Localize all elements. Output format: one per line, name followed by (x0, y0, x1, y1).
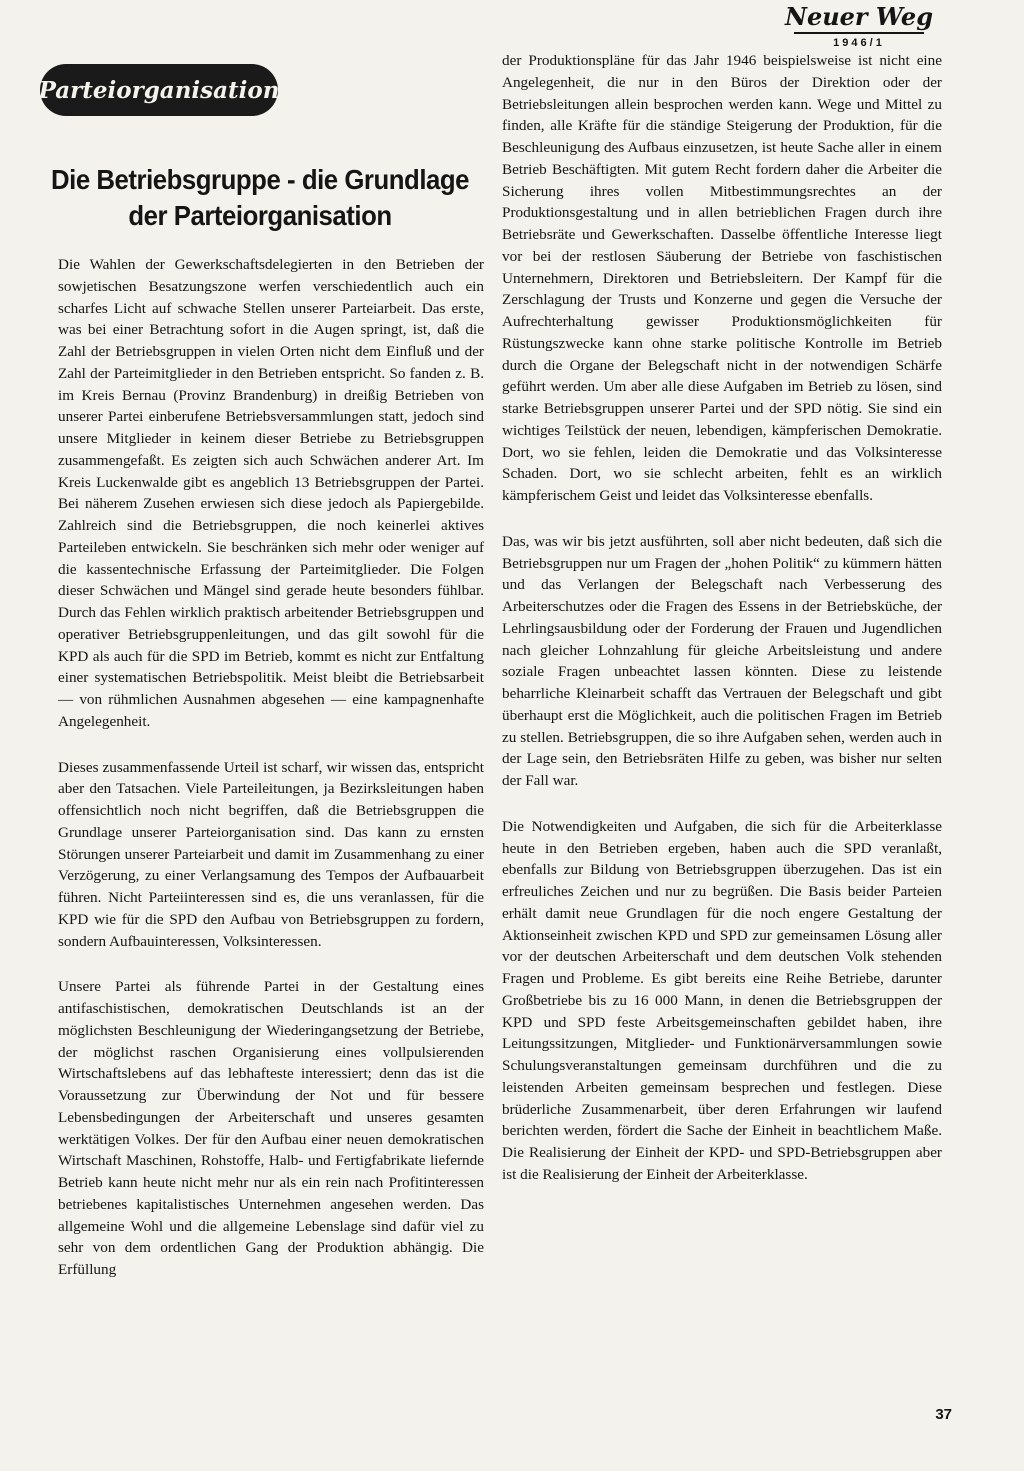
masthead-rule (794, 32, 924, 34)
right-column (502, 50, 942, 1210)
headline-line-1: Die Betriebsgruppe - die Grundlage (50, 164, 470, 195)
paragraph: Das, was wir bis jetzt ausführten, soll aber nicht bedeuten, daß sich die Betriebsgruppen nur um Fragen der „hohen Politik“ zu kümmern hätten und das Verlangen der Belegschaft nach Verbesserung des Arbeiterschutzes oder die Fragen des Essens in der Betriebsküche, der Lehrlingsausbildung oder der Forderung der Frauen und Jugendlichen nach gleicher Lohnzahlung für gleiche Arbeitsleistung und andere soziale Fragen unbeachtet lassen könnten. Diese zu leistende beharrliche Kleinarbeit schafft das Vertrauen der Belegschaft und gibt überhaupt erst die Möglichkeit, auch die politischen Fragen im Betrieb zu stellen. Betriebsgruppen, die so ihre Aufgaben sehen, werden auch in der Lage sein, den Betriebsräten Hilfe zu geben, was bisher nur selten der Fall war. (502, 532, 942, 789)
article-headline (48, 162, 471, 234)
paragraph: Die Notwendigkeiten und Aufgaben, die sich für die Arbeiterklasse heute in den Betrieben ergeben, haben auch die SPD veranlaßt, ebenfalls zur Bildung von Betriebsgruppen überzugehen. Das ist ein erfreuliches Zeichen und nur zu begrüßen. Die Basis beider Parteien erhält damit neue Grundlagen für die noch engere Gestaltung der Aktionseinheit zwischen KPD und SPD zur gemeinsamen Lösung aller vor der deutschen Arbeiterschaft und dem deutschen Volk stehenden Fragen und Probleme. Es gibt bereits eine Reihe Betriebe, darunter Großbetriebe bis zu 16 000 Mann, in denen die Betriebsgruppen der KPD und SPD feste Arbeitsgemeinschaften gebildet haben, ihre Leitungssitzungen, Mitglieder- und Funktionärversammlungen sowie Schulungsveranstaltungen gemeinsam durchführen und die zu leistenden Arbeiten gemeinsam besprechen und festlegen. Diese brüderliche Zusammenarbeit, über deren Erfahrungen wir laufend berichten werden, fördert die Sache der Einheit in beachtlichem Maße. Die Realisierung der Einheit der KPD- und SPD-Betriebsgruppen aber ist die Realisierung der Einheit der Arbeiterklasse. (502, 817, 942, 1183)
left-column (58, 254, 484, 1305)
masthead-title: Neuer Weg (785, 2, 933, 31)
section-label: Parteiorganisation (38, 76, 280, 104)
headline-line-2: der Parteiorganisation (128, 200, 392, 231)
page-number: 37 (935, 1406, 952, 1423)
masthead-issue: 1946/1 (833, 37, 885, 49)
section-badge (40, 64, 278, 116)
paragraph: Die Wahlen der Gewerkschaftsdelegierten in den Betrieben der sowjetischen Besatzungszone werfen verschiedentlich auch ein scharfes Licht auf schwache Stellen unserer Parteiarbeit. Das erste, was bei einer Betrachtung sofort in die Augen springt, ist, daß die Zahl der Betriebsgruppen in vielen Orten nicht dem Einfluß und der Zahl der Parteimitglieder in den Betrieben entspricht. So fanden z. B. im Kreis Bernau (Provinz Brandenburg) in dreißig Betrieben von unserer Partei einberufene Betriebsversammlungen statt, jedoch sind unsere Mitglieder in keinem dieser Betriebe zu Betriebsgruppen zusammengefaßt. Es zeigten sich auch Schwächen anderer Art. Im Kreis Luckenwalde gibt es angeblich 13 Betriebsgruppen der Partei. Bei näherem Zusehen erwiesen sich diese jedoch als Papiergebilde. Zahlreich sind die Betriebsgruppen, die noch keinerlei aktives Parteileben entwickeln. Sie beschränken sich mehr oder weniger auf die kassentechnische Erfassung der Parteimitglieder. Die Folgen dieser Schwächen und Mängel sind gerade heute besonders fühlbar. Durch das Fehlen wirklich praktisch arbeitender Betriebsgruppen und operativer Betriebsgruppenleitungen, und das gilt sowohl für die KPD als auch für die SPD im Betrieb, kommt es nicht zur Entfaltung einer systematischen Betriebspolitik. Meist bleibt die Betriebsarbeit — von rühmlichen Ausnahmen abgesehen — eine kampagnenhafte Angelegenheit. (58, 256, 484, 730)
paragraph: Dieses zusammenfassende Urteil ist scharf, wir wissen das, entspricht aber den Tatsachen. Viele Parteileitungen, ja Bezirksleitungen haben offensichtlich noch nicht begriffen, daß die Betriebsgruppen die Grundlage unserer Parteiorganisation sind. Das kann zu ernsten Störungen unserer Parteiarbeit und damit im Zusammenhang zu einer Verzögerung, zu einer Verlangsamung des Tempos der Aufbauarbeit führen. Nicht Parteiinteressen sind es, die uns veranlassen, für die KPD wie für die SPD den Aufbau von Betriebsgruppen zu fordern, sondern Aufbauinteressen, Volksinteressen. (58, 758, 484, 950)
masthead (784, 4, 934, 50)
paragraph: der Produktionspläne für das Jahr 1946 beispielsweise ist nicht eine Angelegenheit, die nur in den Büros der Direktion oder der Betriebsleitungen allein besprochen werden kann. Wege und Mittel zu finden, alle Kräfte für die ständige Steigerung der Produktion, für die Beschleunigung des Aufbaus einzusetzen, ist heute Sache aller in einem Betrieb Beschäftigten. Mit gutem Recht fordern daher die Arbeiter die Sicherung ihres vollen Mitbestimmungsrechtes an der Produktionsgestaltung und in allen betrieblichen Fragen durch ihre Betriebsräte und Gewerkschaften. Dasselbe öffentliche Interesse liegt vor bei der restlosen Säuberung der Betriebe von faschistischen Unternehmern, Direktoren und Betriebsleitern. Der Kampf für die Zerschlagung der Trusts und Konzerne und gegen die Versuche der Aufrechterhaltung gewisser Produktionsmöglichkeiten für Rüstungszwecke kann ohne starke politische Kontrolle im Betrieb durch die Organe der Belegschaft nicht in der notwendigen Schärfe geführt werden. Um aber alle diese Aufgaben im Betrieb zu lösen, sind starke Betriebsgruppen unserer Partei und der SPD nötig. Sie sind ein wichtiges Teilstück der neuen, lebendigen, kämpferischen Demokratie. Dort, wo sie fehlen, leiden die Demokratie und das Volksinteresse Schaden. Dort, wo sie schlecht arbeiten, fehlt es an wirklich kämpferischem Geist und leidet das Volksinteresse ebenfalls. (502, 52, 942, 504)
paragraph: Unsere Partei als führende Partei in der Gestaltung eines antifaschistischen, demokratischen Deutschlands ist an der möglichsten Beschleunigung der Wiederingangsetzung der Betriebe, der möglichst raschen Organisierung eines vollpulsierenden Wirtschaftslebens auf das lebhafteste interessiert; denn das ist die Voraussetzung zur Überwindung der Not und für bessere Lebensbedingungen der Arbeiterschaft und unseres gesamten werktätigen Volkes. Der für den Aufbau einer neuen demokratischen Wirtschaft Maschinen, Rohstoffe, Halb- und Fertigfabrikate liefernde Betrieb kann heute nicht mehr nur als ein rein nach Profitinteressen betriebenes kapitalistisches Unternehmen angesehen werden. Das allgemeine Wohl und die allgemeine Lebenslage sind dafür viel zu sehr von dem ordentlichen Gang der Produktion abhängig. Die Erfüllung (58, 978, 484, 1278)
